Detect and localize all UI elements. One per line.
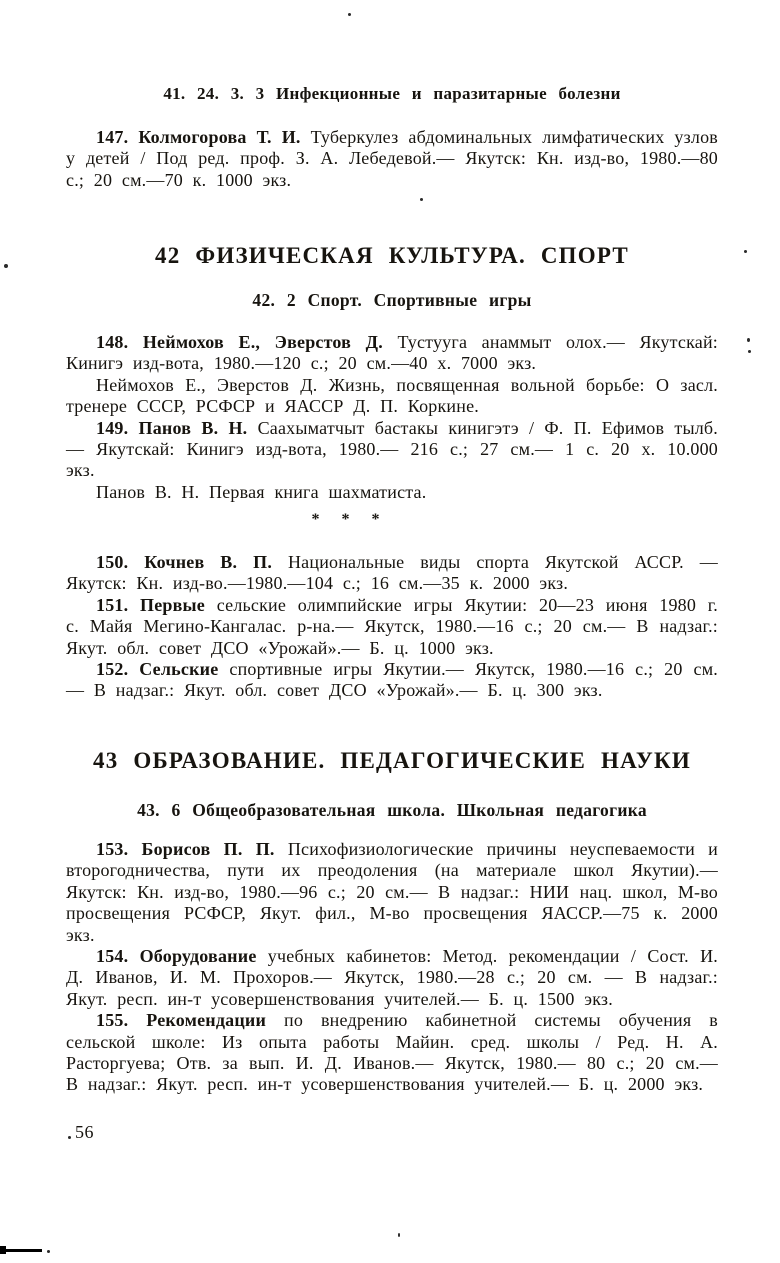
scan-speck [747, 338, 750, 342]
entry-number: 153. [96, 839, 129, 859]
entry-text: сельские олимпийские игры Якутии: 20—23 июня 1980 г. с. Майя Мегино-Кангалас. р-на.— Якутск, 1980.—16 с.; 20 см.— В надзаг.: Якут. обл. совет ДСО «Урожай».— Б. ц. 1000 экз. [66, 594, 719, 658]
subsection-42-2-title: 42. 2 Спорт. Спортивные игры [252, 290, 532, 310]
entry-number: 151. [96, 594, 129, 615]
entry-title-word: Сельские [139, 659, 219, 680]
chapter-heading: 41. 24. 3. 3 Инфекционные и паразитарные болезни [163, 84, 621, 103]
section-43-entries [66, 839, 718, 1096]
entry-152 [66, 659, 718, 702]
entry-number: 148. [96, 332, 129, 352]
entry-154 [66, 946, 718, 1010]
entry-text: Национальные виды спорта Якутской АССР. — Якутск: Кн. изд-во.—1980.—104 с.; 16 см.—35 к. 2000 экз. [66, 552, 718, 594]
page-number: 56 [75, 1122, 94, 1142]
scan-speck [748, 350, 751, 353]
entry-title-word: Оборудование [139, 946, 257, 967]
entry-number: 150. [96, 552, 129, 572]
entry-text: по внедрению кабинетной системы обучения в сельской школе: Из опыта работы Майин. сред. школы / Ред. Н. А. Расторгуева; Отв. за вып. И. Д. Иванов.— Якутск, 1980.— 80 с.; 20 см.— В надзаг.: Якут. респ. ин-т усовершенствования учителей.— Б. ц. 2000 экз. [66, 1010, 719, 1095]
entry-number: 154. [96, 946, 129, 967]
asterisk-divider: * * * [311, 511, 389, 528]
scan-speck [398, 1233, 400, 1237]
section-41-entries [66, 127, 718, 191]
entry-147 [66, 127, 718, 191]
entry-150 [66, 552, 718, 595]
section-42-entries-b [66, 552, 718, 702]
entry-153 [66, 839, 718, 946]
subsection-43-6-title: 43. 6 Общеобразовательная школа. Школьная педагогика [137, 800, 647, 820]
entry-author: Неймохов Е., Эверстов Д. [142, 332, 383, 352]
scan-speck [744, 250, 747, 253]
section-42-entries-a [66, 332, 718, 503]
scan-speck [420, 198, 423, 201]
entry-149-note: Панов В. Н. Первая книга шахматиста. [96, 481, 427, 502]
entry-number: 147. [96, 127, 129, 147]
entry-text: Тустууга анаммыт олох.— Якутскай: Кинигэ изд-вота, 1980.—120 с.; 20 см.—40 х. 7000 экз. [66, 332, 718, 374]
scan-speck [47, 1250, 50, 1253]
entry-number: 149. [96, 417, 129, 438]
entry-author: Панов В. Н. [138, 417, 248, 438]
scan-artifact-line [0, 1249, 42, 1252]
entry-author: Кочнев В. П. [144, 552, 273, 572]
section-43-title: 43 ОБРАЗОВАНИЕ. ПЕДАГОГИЧЕСКИЕ НАУКИ [93, 748, 691, 773]
entry-148 [66, 332, 718, 375]
entry-151 [66, 595, 718, 659]
entry-number: 155. [96, 1010, 129, 1031]
entry-148-note: Неймохов Е., Эверстов Д. Жизнь, посвященная вольной борьбе: О засл. тренере СССР, РСФСР и ЯАССР Д. П. Коркине. [66, 374, 718, 417]
entry-title-word: Первые [140, 594, 205, 615]
entry-text: спортивные игры Якутии.— Якутск, 1980.—16 с.; 20 см.— В надзаг.: Якут. обл. совет ДСО «Урожай».— Б. ц. 300 экз. [66, 659, 718, 701]
entry-number: 152. [96, 659, 129, 680]
scan-speck [348, 13, 351, 16]
entry-author: Борисов П. П. [141, 839, 275, 859]
entry-text: Саахыматчыт бастакы кинигэтэ / Ф. П. Ефимов тылб.— Якутскай: Кинигэ изд-вота, 1980.— 216 с.; 27 см.— 1 с. 20 х. 10.000 экз. [66, 417, 718, 481]
scan-artifact-blob [0, 1246, 6, 1254]
entry-text: Психофизиологические причины неуспеваемости и второгодничества, пути их преодоления (на материале школ Якутии).— Якутск: Кн. изд-во, 1980.—96 с.; 20 см.— В надзаг.: НИИ нац. школ, М-во просвещения РСФСР, Якут. фил., М-во просвещения ЯАССР.—75 к. 2000 экз. [66, 839, 719, 945]
section-42-title: 42 ФИЗИЧЕСКАЯ КУЛЬТУРА. СПОРТ [155, 243, 629, 268]
entry-title-word: Рекомендации [146, 1010, 267, 1031]
entry-149 [66, 418, 718, 482]
entry-155 [66, 1010, 718, 1096]
scan-speck [4, 264, 8, 268]
entry-text: Туберкулез абдоминальных лимфатических узлов у детей / Под ред. проф. З. А. Лебедевой.— Якутск: Кн. изд-во, 1980.—80 с.; 20 см.—70 к. 1000 экз. [66, 127, 719, 190]
scan-speck [68, 1136, 71, 1139]
entry-author: Колмогорова Т. И. [138, 127, 301, 147]
entry-text: учебных кабинетов: Метод. рекомендации / Сост. И. Д. Иванов, И. М. Прохоров.— Якутск, 1980.—28 с.; 20 см. — В надзаг.: Якут. респ. ин-т усовершенствования учителей.— Б. ц. 1500 экз. [66, 946, 719, 1009]
